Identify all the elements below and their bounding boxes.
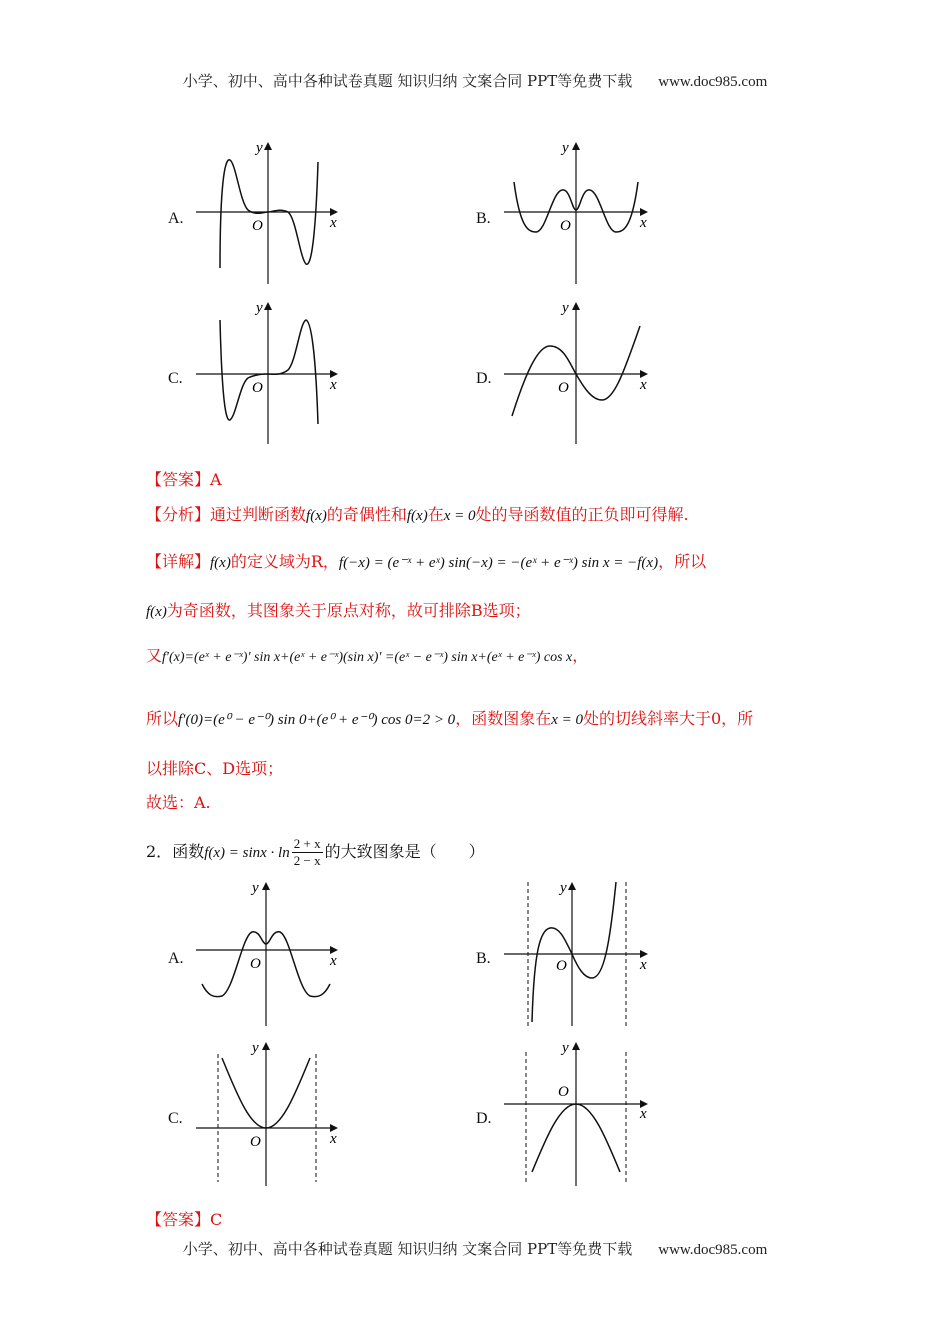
origin-label: O	[250, 1134, 261, 1150]
y-label: y	[562, 300, 569, 316]
q1-analysis-fx-2: f(x)	[406, 508, 428, 524]
q1-detail-line-2	[146, 598, 531, 621]
q1-option-b-label: B.	[476, 210, 491, 227]
curve	[220, 320, 318, 424]
q1-detail-fx-2: f(x)	[146, 604, 167, 620]
page-header	[0, 70, 950, 91]
q2-frac-den: 2 − x	[293, 853, 321, 868]
y-label: y	[252, 1040, 259, 1056]
q1-answer-tag: 【答案】	[146, 470, 211, 489]
y-axis-arrow	[572, 302, 580, 310]
header-text: 小学、初中、高中各种试卷真题 知识归纳 文案合同 PPT等免费下载	[182, 72, 633, 90]
q1-analysis-line	[146, 502, 689, 525]
q1-detail-tag: 【详解】	[146, 552, 211, 571]
q1-graph-a	[190, 132, 365, 292]
y-axis-arrow	[572, 142, 580, 150]
q1-detail-fx: f(x)	[210, 555, 231, 571]
q2-option-b-label: B.	[476, 950, 491, 967]
q1-graph-b	[500, 132, 675, 292]
q2-option-d-label: D.	[476, 1110, 492, 1127]
q1-detail-line-3	[146, 643, 588, 666]
q1-graph-c	[190, 292, 365, 452]
q2-stem-text-1: 函数	[172, 842, 205, 861]
q2-fraction	[292, 836, 323, 869]
y-axis-arrow	[264, 302, 272, 310]
q1-analysis-x0: x = 0	[443, 508, 476, 524]
q1-detail-text-9: 以排除C、D选项；	[146, 759, 284, 778]
q1-analysis-text-3: 在	[427, 505, 444, 524]
y-label: y	[256, 140, 263, 156]
y-axis-arrow	[262, 882, 270, 890]
q2-graph-b	[500, 872, 675, 1032]
q1-detail-text-3: 为奇函数，其图象关于原点对称，故可排除B选项；	[166, 601, 531, 620]
q1-detail-line-4	[146, 706, 753, 729]
footer-text: 小学、初中、高中各种试卷真题 知识归纳 文案合同 PPT等免费下载	[182, 1240, 633, 1258]
y-label: y	[560, 880, 567, 896]
y-label: y	[562, 140, 569, 156]
y-label: y	[562, 1040, 569, 1056]
q2-option-c-label: C.	[168, 1110, 183, 1127]
x-label: x	[640, 957, 647, 973]
q1-detail-text-7: ，函数图象在	[455, 709, 552, 728]
footer-site: www.doc985.com	[658, 1242, 768, 1258]
q2-number: 2．	[146, 842, 173, 861]
x-label: x	[640, 215, 647, 231]
x-label: x	[640, 1106, 647, 1122]
q1-option-a-label: A.	[168, 210, 184, 227]
y-axis-arrow	[262, 1042, 270, 1050]
q2-option-a-label: A.	[168, 950, 184, 967]
q2-answer-line	[146, 1207, 222, 1230]
q1-detail-eq1: f(−x) = (e⁻ˣ + eˣ) sin(−x) = −(eˣ + e⁻ˣ) sin x = −f(x)	[338, 555, 659, 571]
origin-label: O	[556, 958, 567, 974]
y-label: y	[252, 880, 259, 896]
y-axis-arrow	[568, 882, 576, 890]
x-label: x	[330, 953, 337, 969]
q1-analysis-fx: f(x)	[306, 508, 327, 524]
q2-stem-text-2: 的大致图象是（ ）	[324, 842, 485, 861]
y-axis-arrow	[264, 142, 272, 150]
q1-answer-line	[146, 467, 222, 490]
x-label: x	[330, 215, 337, 231]
q1-analysis-text-2: 的奇偶性和	[326, 505, 407, 524]
q2-graph-c	[190, 1032, 365, 1192]
q1-analysis-text-4: 处的导函数值的正负即可得解.	[475, 505, 689, 524]
q1-detail-text-6: 所以	[146, 709, 179, 728]
q1-detail-line-1	[146, 549, 706, 572]
y-label: y	[256, 300, 263, 316]
origin-label: O	[250, 956, 261, 972]
curve	[220, 160, 318, 268]
x-label: x	[330, 377, 337, 393]
origin-label: O	[558, 380, 569, 396]
q1-conclusion	[146, 790, 211, 813]
q2-graph-a	[190, 872, 365, 1032]
origin-label: O	[252, 218, 263, 234]
origin-label: O	[560, 218, 571, 234]
q1-option-d-label: D.	[476, 370, 492, 387]
q1-detail-eq3: f′(0)=(e⁰ − e⁻⁰) sin 0+(e⁰ + e⁻⁰) cos 0=2 > 0	[178, 712, 456, 728]
q1-answer: A	[210, 470, 222, 489]
q1-detail-eq2: f′(x)=(eˣ + e⁻ˣ)′ sin x+(eˣ + e⁻ˣ)(sin x)′ =(eˣ − e⁻ˣ) sin x+(eˣ + e⁻ˣ) cos x	[162, 650, 573, 665]
q1-detail-text-1: 的定义域为R，	[230, 552, 339, 571]
q1-analysis-text-1: 通过判断函数	[210, 505, 307, 524]
origin-label: O	[252, 380, 263, 396]
q1-detail-text-8: 处的切线斜率大于0，所	[582, 709, 754, 728]
origin-label: O	[558, 1084, 569, 1100]
y-axis-arrow	[572, 1042, 580, 1050]
q1-detail-x0: x = 0	[551, 712, 583, 728]
curve	[532, 882, 616, 1022]
q2-stem-func: f(x) = sinx · ln	[204, 845, 290, 861]
x-label: x	[640, 377, 647, 393]
q1-detail-line-5	[146, 756, 283, 779]
q2-stem	[146, 836, 485, 869]
q2-graph-d	[500, 1032, 675, 1192]
q1-detail-text-4: 又	[146, 646, 163, 665]
q1-detail-text-5: ，	[572, 646, 589, 665]
page-footer	[0, 1238, 950, 1259]
q1-conclusion-text: 故选：A.	[146, 793, 211, 812]
q2-frac-num: 2 + x	[293, 836, 321, 851]
q2-answer: C	[210, 1210, 223, 1229]
q2-answer-tag: 【答案】	[146, 1210, 211, 1229]
q1-detail-text-2: ，所以	[658, 552, 707, 571]
x-label: x	[330, 1131, 337, 1147]
q1-option-c-label: C.	[168, 370, 183, 387]
header-site: www.doc985.com	[658, 74, 768, 90]
q1-graph-d	[500, 292, 675, 452]
q1-analysis-tag: 【分析】	[146, 505, 211, 524]
